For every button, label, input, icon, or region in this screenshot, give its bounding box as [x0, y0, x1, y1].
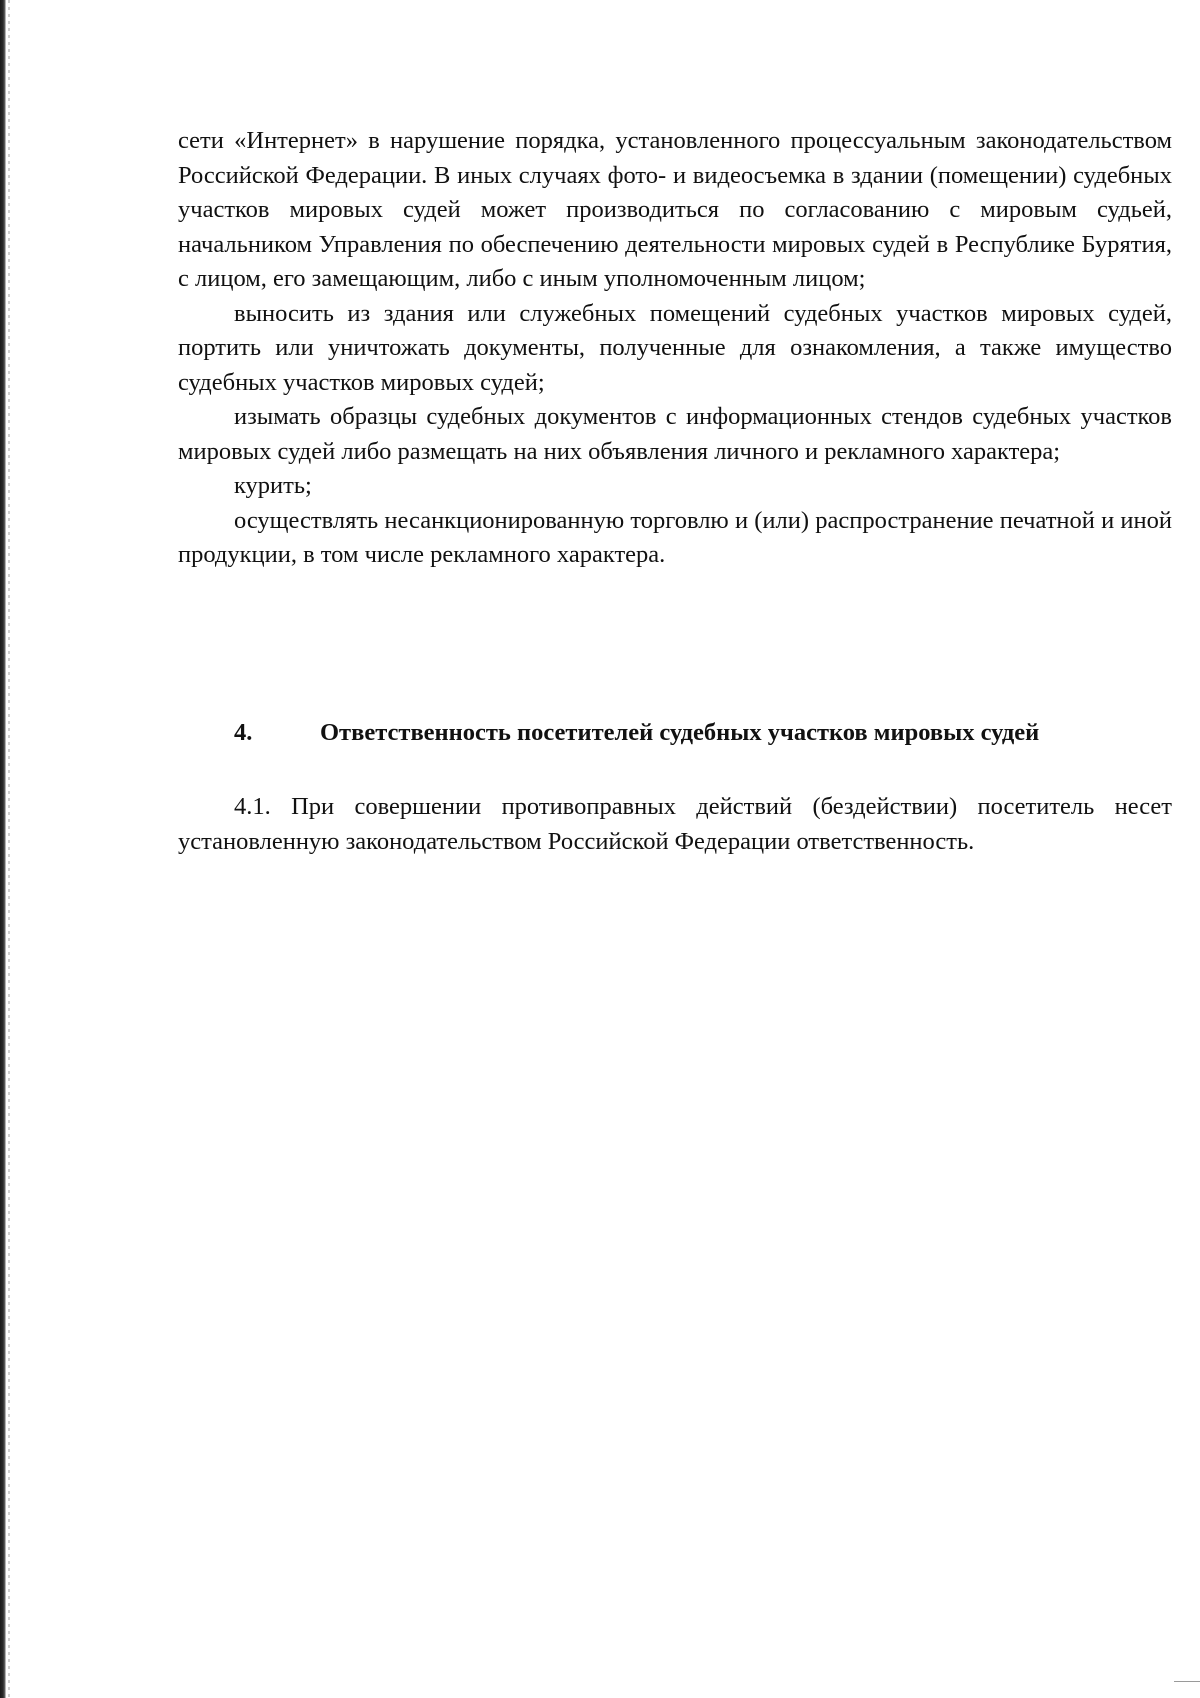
paragraph: изымать образцы судебных документов с информационных стендов судебных участков мировых судей либо размещать на них объявления личного и рекламного характера;: [178, 403, 1172, 465]
body-text-bottom: [178, 790, 1172, 859]
section-number: 4.: [234, 719, 253, 746]
page-corner-mark: [1174, 1681, 1200, 1682]
body-text-top: [178, 124, 1172, 573]
scan-edge-texture: [8, 0, 10, 1698]
paragraph: осуществлять несанкционированную торговлю и (или) распространение печатной и иной продукции, в том числе рекламного характера.: [178, 506, 1172, 568]
paragraph: сети «Интернет» в нарушение порядка, установленного процессуальным законодательством Российской Федерации. В иных случаях фото- и видеосъемка в здании (помещении) судебных участков мировых судей может производиться по согласованию с мировым судьей, начальником Управления по обеспечению деятельности мировых судей в Республике Бурятия, с лицом, его замещающим, либо с иным уполномоченным лицом;: [178, 127, 1172, 292]
paragraph: выносить из здания или служебных помещений судебных участков мировых судей, портить или уничтожать документы, полученные для ознакомления, а также имущество судебных участков мировых судей;: [178, 299, 1172, 396]
section-title: Ответственность посетителей судебных участков мировых судей: [320, 719, 1040, 746]
paragraph: курить;: [234, 472, 312, 499]
scan-edge-left: [0, 0, 6, 1698]
paragraph: 4.1. При совершении противоправных действий (бездействии) посетитель несет установленную законодательством Российской Федерации ответственность.: [178, 793, 1172, 855]
